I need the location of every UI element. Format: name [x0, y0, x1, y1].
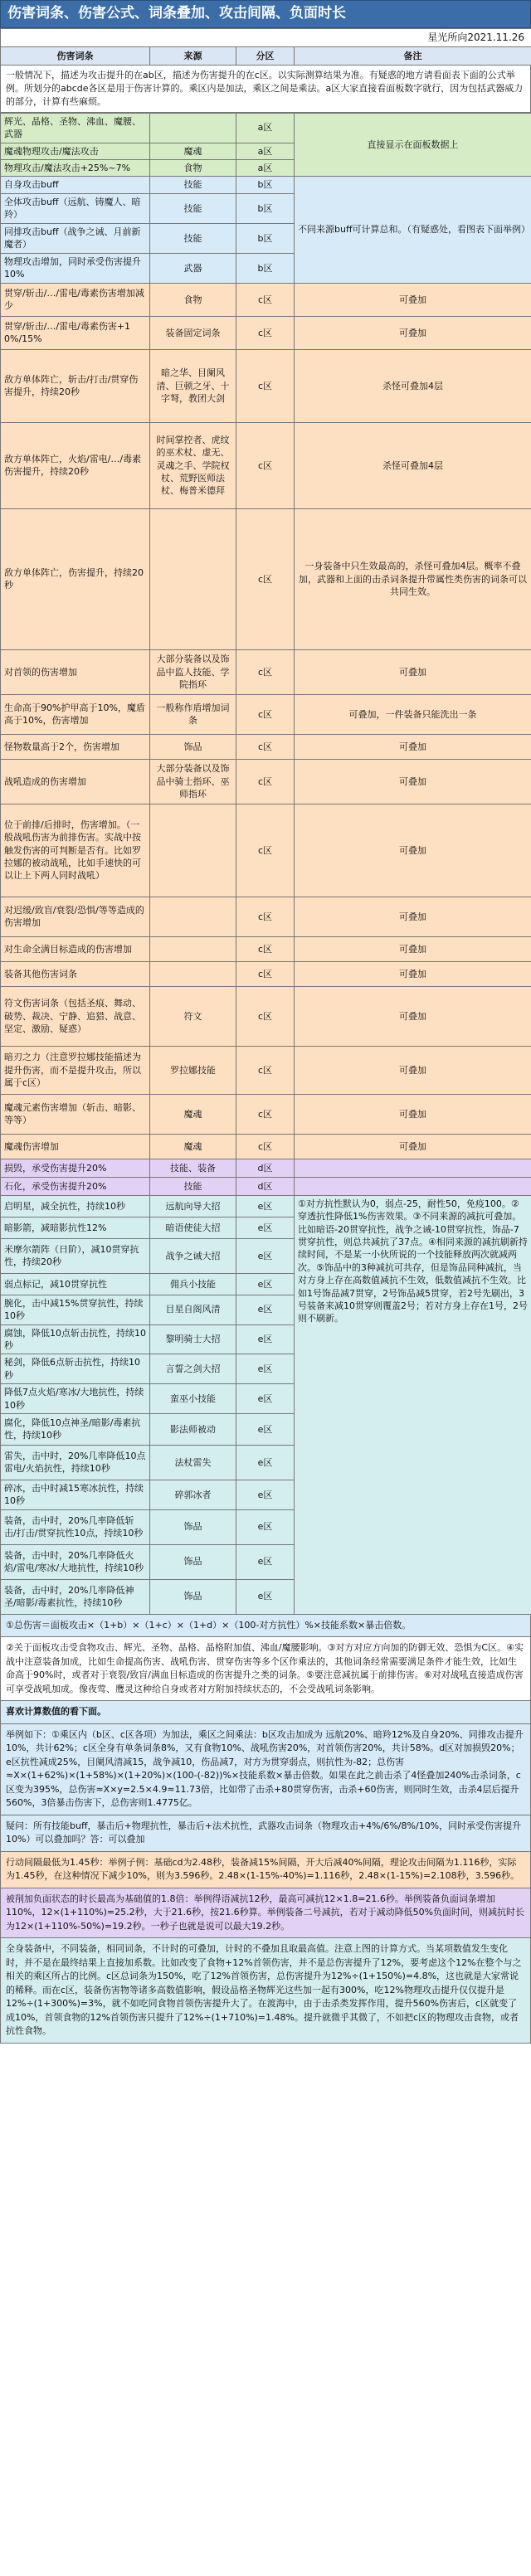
entry-note: 可叠加	[295, 936, 531, 961]
entry-zone: e区	[236, 1480, 295, 1509]
entry-source: 食物	[150, 160, 236, 177]
entry-zone: c区	[236, 961, 295, 986]
damage-table	[0, 113, 531, 1615]
entry-source: 碎郭冰者	[150, 1480, 236, 1509]
entry-name: 敌方单体阵亡，伤害提升，持续20秒	[1, 508, 150, 649]
entry-name: 位于前排/后排时，伤害增加。（一般战吼伤害为前排伤害。实战中按触发伤害的可判断是否有。比如罗拉娜的被动战吼，比如手速快的可以让上下两人同时战吼）	[1, 804, 150, 897]
entry-name: 敌方单体阵亡，火焰/雷电/…/毒素伤害提升，持续20秒	[1, 422, 150, 508]
entry-name: 启明星，减全抗性，持续10秒	[1, 1195, 150, 1217]
entry-name: 敌方单体阵亡，斩击/打击/贯穿伤害提升，持续20秒	[1, 349, 150, 422]
entry-source: 饰品	[150, 1579, 236, 1614]
table-row	[1, 804, 531, 897]
entry-name: 对生命全满目标造成的伤害增加	[1, 936, 150, 961]
entry-zone: c区	[236, 936, 295, 961]
entry-zone: d区	[236, 1177, 295, 1195]
table-row	[1, 1094, 531, 1134]
header-zone: 分区	[236, 46, 295, 65]
entry-note: 可叠加	[295, 316, 531, 349]
entry-name: 暗刃之力（注意罗拉娜技能描述为提升伤害，而不是提升攻击，所以属于c区）	[1, 1046, 150, 1094]
entry-note: 可叠加	[295, 804, 531, 897]
entry-note: 可叠加	[295, 1134, 531, 1159]
entry-name: 雷失，击中时，20%几率降低10点雷电/火焰抗性，持续10秒	[1, 1445, 150, 1480]
entry-name: 魔魂元素伤害增加（斩击、暗影、等等）	[1, 1094, 150, 1134]
entry-name: 贯穿/斩击/…/雷电/毒素伤害+10%/15%	[1, 316, 150, 349]
entry-zone: e区	[236, 1445, 295, 1480]
table-row	[1, 1046, 531, 1094]
entry-source: 大部分装备以及饰品中骑士指环、巫师指环	[150, 759, 236, 804]
entry-source: 罗拉娜技能	[150, 1046, 236, 1094]
entry-note: 直接显示在面板数据上	[295, 113, 531, 177]
entry-source: 魔魂	[150, 1134, 236, 1159]
entry-zone: c区	[236, 316, 295, 349]
table-row	[1, 177, 531, 193]
note-block: 举例如下：①乘区内（b区、c区各项）为加法，乘区之间乘法：b区攻击加成为 远航20%、暗羚12%及自身20%、同排攻击提升10%，共计62%；c区全身有单条词条8%，又有食物10%、战吼伤害20%，对首领伤害20%，共计58%。d区对加损毁20%；e区抗性减成25%，目阑风清减15，战争减10，伤品减7，对方为贯穿弱点，则抗性为-82；总伤害≈X×(1+62%)×(1+58%)×(1+20%)×(100-(-82))%×技能系数×暴击倍数。如果在此之前击杀了4怪叠加240%击杀词条，c区变为395%，总伤害≈X×y=2.5×4.9≈11.73倍，比如带了击杀+80贯穿伤害，击杀+60伤害，则同时生效，击杀4层后提升560%，3倍暴击伤害下，总伤害则1.4775亿。	[0, 1724, 531, 1815]
entry-note: 杀怪可叠加4层	[295, 422, 531, 508]
entry-name: 同排攻击buff（战争之诫、月前新魔者）	[1, 223, 150, 253]
entry-zone: d区	[236, 1159, 295, 1177]
table-row	[1, 283, 531, 316]
entry-zone: e区	[236, 1295, 295, 1324]
table-row	[1, 986, 531, 1046]
entry-zone: b区	[236, 193, 295, 223]
entry-note	[295, 1177, 531, 1195]
entry-note: 可叠加	[295, 649, 531, 694]
entry-zone: a区	[236, 160, 295, 177]
entry-zone: b区	[236, 177, 295, 193]
entry-note: 可叠加	[295, 734, 531, 759]
entry-zone: c区	[236, 694, 295, 734]
entry-note: 可叠加	[295, 986, 531, 1046]
entry-source: 佣兵小技能	[150, 1273, 236, 1295]
entry-name: 怪物数量高于2个，伤害增加	[1, 734, 150, 759]
entry-zone: c区	[236, 508, 295, 649]
entry-name: 战吼造成的伤害增加	[1, 759, 150, 804]
entry-source: 黎明骑士大招	[150, 1324, 236, 1354]
entry-source: 饰品	[150, 1509, 236, 1544]
entry-source: 远航向导大招	[150, 1195, 236, 1217]
entry-zone: e区	[236, 1217, 295, 1238]
entry-zone: e区	[236, 1324, 295, 1354]
table-row	[1, 508, 531, 649]
note-block: ②关于面板攻击受食物攻击、辉光、圣物、晶格、晶格附加值、沸血/魔腰影响。③对方对应方向加的防御无效、恐惧为C区。④实战中注意装备加成，比如生命提高伤害、战吼伤害、贯穿伤害等多个区作乘法的，其他词条经常需要满足条件才能生效，比如生命高于90%时，或者对于衰裂/致盲/满血目标造成的伤害提升之类的词条。⑤要注意减抗属于前排伤害。⑥对对战吼直接造成伤害可享受战吼加成。像夜莺、鹰灵这种给自身或者对方附加持续状态的，不会受战吼词条影响。	[0, 1637, 531, 1701]
table-row	[1, 649, 531, 694]
entry-name: 暗影箭，减暗影抗性12%	[1, 1217, 150, 1238]
entry-name: 自身攻击buff	[1, 177, 150, 193]
entry-name: 对首领的伤害增加	[1, 649, 150, 694]
note-block: 喜欢计算数值的看下面。	[0, 1701, 531, 1724]
entry-zone: a区	[236, 113, 295, 143]
entry-source: 饰品	[150, 734, 236, 759]
entry-source: 食物	[150, 283, 236, 316]
table-row	[1, 936, 531, 961]
table-row	[1, 316, 531, 349]
entry-zone: c区	[236, 283, 295, 316]
entry-zone: c区	[236, 1134, 295, 1159]
table-row	[1, 694, 531, 734]
entry-note: 杀怪可叠加4层	[295, 349, 531, 422]
note-block: 全身装备中，不同装备，相同词条，不计时的可叠加，计时的不叠加且取最高值。注意上图的计算方式。当某项数值发生变化时，并不是在最终结果上直接加系数。比如改变了食物+12%首领伤害，并不是总伤害提升了12%，要考虑这个12%在整个与之相关的乘区所占的比例。c区总词条为150%，吃了12%首领伤害，总伤害提升为12%÷(1+150%)=4.8%，这也就是大家常说的稀释。而在c区，装备伤害物等诸多高数值影响，假设品格圣物辉光这些加一起有300%，吃12%物理攻击提升仅仅提升是12%÷(1+300%)=3%，就不如吃同食物首领伤害提升大了。在渡海中，由于击杀类发挥作用，提升560%伤害后，c区就变了成10%，首领食物的12%首领伤害只提升了12%÷(1+710%)=1.48%。提升就微乎其微了，不如把c区的物理攻击食物，或者抗性食物。	[0, 1938, 531, 2044]
entry-source: 法杖雷失	[150, 1445, 236, 1480]
entry-zone: e区	[236, 1413, 295, 1445]
entry-name: 魔魂伤害增加	[1, 1134, 150, 1159]
date-label: 星光所向2021.11.26	[1, 29, 531, 47]
entry-zone: a区	[236, 143, 295, 159]
entry-note: 不同来源buff可计算总和。（有疑惑处，看图表下面举例）	[295, 177, 531, 283]
entry-zone: c区	[236, 759, 295, 804]
entry-zone: c区	[236, 649, 295, 694]
entry-zone: c区	[236, 1046, 295, 1094]
entry-source: 技能、装备	[150, 1159, 236, 1177]
entry-name: 全体攻击buff（远航、铸魔人、暗羚）	[1, 193, 150, 223]
note-block: 行动间隔最低为1.45秒：举例子例：基础cd为2.48秒，装备减15%间隔，开大后减40%间隔，理论攻击间隔为1.116秒，实际为1.45秒，在这种情况下减少10%，则为3.596秒。2.48×(1-15%-40%)=1.116秒，2.48×(1-15%)=2.108秒，3.596秒。	[0, 1852, 531, 1888]
entry-zone: c区	[236, 734, 295, 759]
entry-name: 秘剑，降低6点斩击抗性，持续10秒	[1, 1354, 150, 1384]
entry-note: 可叠加	[295, 1046, 531, 1094]
entry-zone: e区	[236, 1579, 295, 1614]
entry-source	[150, 804, 236, 897]
entry-source	[150, 961, 236, 986]
page-title: 伤害词条、伤害公式、词条叠加、攻击间隔、负面时长	[0, 0, 531, 28]
entry-name: 贯穿/斩击/…/雷电/毒素伤害增加减少	[1, 283, 150, 316]
entry-zone: e区	[236, 1195, 295, 1217]
entry-source: 言誓之剑大招	[150, 1354, 236, 1384]
entry-note: 可叠加，一件装备只能洗出一条	[295, 694, 531, 734]
entry-name: 碎冰，击中时减15寒冰抗性，持续10秒	[1, 1480, 150, 1509]
entry-name: 降低7点火焰/寒冰/大地抗性，持续10秒	[1, 1384, 150, 1414]
header-table	[0, 28, 531, 66]
entry-name: 装备，击中时，20%几率降低斩击/打击/贯穿抗性10点，持续10秒	[1, 1509, 150, 1544]
entry-source	[150, 113, 236, 143]
entry-name: 石化，承受伤害提升20%	[1, 1177, 150, 1195]
table-row	[1, 422, 531, 508]
entry-source	[150, 936, 236, 961]
entry-note: 可叠加	[295, 961, 531, 986]
entry-name: 米摩尔箭阵（日阶），减10贯穿抗性，持续20秒	[1, 1238, 150, 1273]
entry-zone: e区	[236, 1273, 295, 1295]
entry-name: 装备，击中时，20%几率降低火焰/雷电/寒冰/大地抗性，持续10秒	[1, 1544, 150, 1579]
entry-source	[150, 508, 236, 649]
entry-source: 魔魂	[150, 143, 236, 159]
table-row	[1, 897, 531, 936]
entry-source: 战争之诫大招	[150, 1238, 236, 1273]
entry-zone: c区	[236, 349, 295, 422]
entry-note: ①对方抗性默认为0，弱点-25，耐性50，免疫100。②穿透抗性降低1%伤害效果。③不同来源的减抗可叠加。比如暗语-20贯穿抗性，战争之诫-10贯穿抗性，饰品-7贯穿抗性，则总共减抗了37点。④相同来源的减抗刷新持续时间，不是某一小伙所说的一个技能释放两次就减两次。⑤饰品中的3种减抗可共存，但是饰品同种减抗，当对方身上存在高数值减抗不生效，低数值减抗不生效。比如1号饰品减7贯穿，2号饰品减5贯穿，若2号先刷出，3号装备来减10贯穿则覆盖2号；若对方身上存在1号，2号则不刷新。	[295, 1195, 531, 1614]
entry-note: 一身装备中只生效最高的，杀怪可叠加4层。概率不叠加，武器和上面的击杀词条提升带属性类伤害的词条可以共同生效。	[295, 508, 531, 649]
entry-note: 可叠加	[295, 1094, 531, 1134]
table-row	[1, 759, 531, 804]
entry-source: 技能	[150, 1177, 236, 1195]
note-block: ①总伤害＝面板攻击×（1+b）×（1+c）×（1+d）×（100-对方抗性）%×技能系数×暴击倍数。	[0, 1615, 531, 1638]
header-entry: 伤害词条	[1, 46, 150, 65]
entry-source: 技能	[150, 193, 236, 223]
entry-name: 物理攻击增加，同时承受伤害提升10%	[1, 253, 150, 283]
entry-source: 一般称作盾增加词条	[150, 694, 236, 734]
entry-zone: e区	[236, 1238, 295, 1273]
entry-source: 符文	[150, 986, 236, 1046]
entry-source: 技能	[150, 177, 236, 193]
entry-source: 暗语使徒大招	[150, 1217, 236, 1238]
table-row	[1, 1177, 531, 1195]
table-row	[1, 1134, 531, 1159]
entry-source: 暗之华、目阑风清、巨顿之牙、十字弩，教团大剑	[150, 349, 236, 422]
table-row	[1, 1195, 531, 1217]
entry-source: 影法师被动	[150, 1413, 236, 1445]
entry-zone: c区	[236, 804, 295, 897]
entry-name: 腐化，降低10点神圣/暗影/毒素抗性，持续10秒	[1, 1413, 150, 1445]
entry-source: 时间掌控者、虎纹的巫术杖、虚无、灵魂之手、学院权杖、荒野医师法杖、梅普米德拜	[150, 422, 236, 508]
entry-source: 目星自阁风清	[150, 1295, 236, 1324]
entry-source: 大部分装备以及饰品中监人技能、学院指环	[150, 649, 236, 694]
entry-note: 可叠加	[295, 283, 531, 316]
table-row	[1, 961, 531, 986]
entry-source: 技能	[150, 223, 236, 253]
entry-name: 装备，击中时，20%几率降低神圣/暗影/毒素抗性，持续10秒	[1, 1579, 150, 1614]
header-source: 来源	[150, 46, 236, 65]
entry-name: 腕化，击中减15%贯穿抗性，持续10秒	[1, 1295, 150, 1324]
notes-section	[0, 1615, 531, 2044]
table-row	[1, 113, 531, 143]
entry-source	[150, 897, 236, 936]
entry-note: 可叠加	[295, 759, 531, 804]
entry-name: 弱点标记，减10贯穿抗性	[1, 1273, 150, 1295]
intro-text: 一般情况下，描述为攻击提升的在ab区，描述为伤害提升的在c区。以实际测算结果为准。有疑惑的地方请看面表下面的公式举例。所划分的abcde各区是用于伤害计算的。乘区内是加法，乘区之间是乘法。a区大家直接看面板数字就行，因为包括武器威力的部分，计算有些麻烦。	[0, 66, 531, 113]
entry-zone: c区	[236, 897, 295, 936]
entry-zone: c区	[236, 1094, 295, 1134]
entry-zone: e区	[236, 1544, 295, 1579]
entry-name: 生命高于90%护甲高于10%，魔盾高于10%，伤害增加	[1, 694, 150, 734]
entry-name: 装备其他伤害词条	[1, 961, 150, 986]
entry-name: 符文伤害词条（包括圣痕、舞动、破势、裁决、宁静、追猎、战意、坚定、激励、疑惑）	[1, 986, 150, 1046]
entry-name: 对迟缓/致盲/衰裂/恐惧/等等造成的伤害增加	[1, 897, 150, 936]
entry-source: 武器	[150, 253, 236, 283]
table-row	[1, 1159, 531, 1177]
table-row	[1, 349, 531, 422]
table-row	[1, 734, 531, 759]
entry-name: 魔魂物理攻击/魔法攻击	[1, 143, 150, 159]
entry-source: 魔魂	[150, 1094, 236, 1134]
entry-zone: c区	[236, 986, 295, 1046]
entry-note	[295, 1159, 531, 1177]
entry-zone: e区	[236, 1384, 295, 1414]
entry-note: 可叠加	[295, 897, 531, 936]
damage-table-body	[1, 113, 531, 1614]
header-note: 备注	[295, 46, 531, 65]
entry-name: 损毁，承受伤害提升20%	[1, 1159, 150, 1177]
entry-source: 蛮巫小技能	[150, 1384, 236, 1414]
entry-source: 装备固定词条	[150, 316, 236, 349]
entry-zone: b区	[236, 223, 295, 253]
entry-zone: c区	[236, 422, 295, 508]
entry-zone: b区	[236, 253, 295, 283]
entry-source: 饰品	[150, 1544, 236, 1579]
entry-name: 辉光、晶格、圣物、沸血、魔腰、武器	[1, 113, 150, 143]
note-block: 疑问：所有技能buff，暴击后+物理抗性，暴击后+法术抗性，武器攻击词条（物理攻击+4%/6%/8%/10%，同时承受伤害提升10%）可以叠加吗？答：可以叠加	[0, 1815, 531, 1852]
entry-name: 腐蚀，降低10点斩击抗性，持续10秒	[1, 1324, 150, 1354]
entry-zone: e区	[236, 1509, 295, 1544]
entry-zone: e区	[236, 1354, 295, 1384]
note-block: 被削加负面状态的时长最高为基础值的1.8倍：举例得语减抗12秒，最高可减抗12×1.8=21.6秒。举例装备负面词条增加110%，12×(1+110%)=25.2秒，大于21.6秒，按21.6秒算。举例装备二号减抗，若对于减动降低50%负面时间，则减抗时长为12×(1+110%-50%)=19.2秒。一秒子也就是说可以最大19.2秒。	[0, 1888, 531, 1939]
entry-name: 物理攻击/魔法攻击+25%~7%	[1, 160, 150, 177]
